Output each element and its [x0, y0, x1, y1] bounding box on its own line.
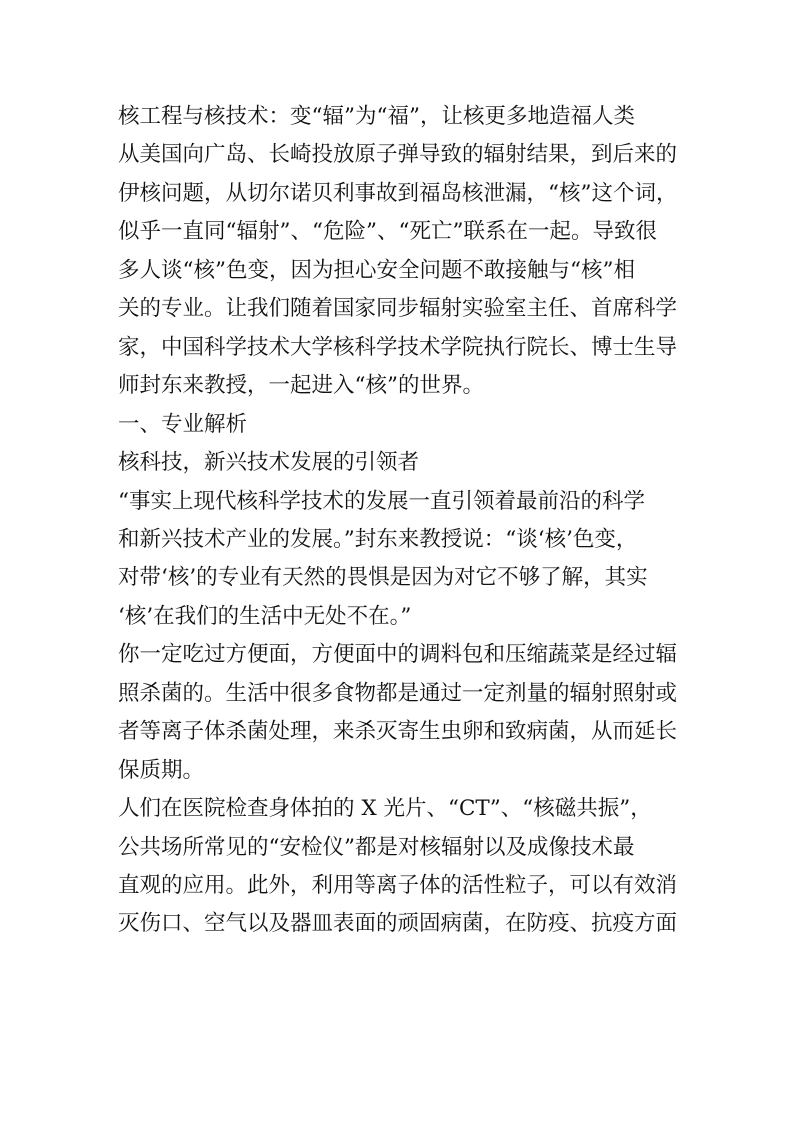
text-line: 和新兴技术产业的发展。”封东来教授说：“谈‘核’色变，: [118, 526, 638, 552]
text-line: 伊核问题，从切尔诺贝利事故到福岛核泄漏，“核”这个词，: [118, 180, 678, 206]
text-line: 公共场所常见的“安检仪”都是对核辐射以及成像技术最: [118, 834, 635, 860]
text-line: 你一定吃过方便面，方便面中的调料包和压缩蔬菜是经过辐: [118, 642, 678, 668]
text-line: 核科技，新兴技术发展的引领者: [118, 450, 420, 476]
text-line: 直观的应用。此外，利用等离子体的活性粒子，可以有效消: [118, 873, 678, 898]
text-line: 多人谈“核”色变，因为担心安全问题不敢接触与“核”相: [118, 257, 635, 283]
text-line: 从美国向广岛、长崎投放原子弹导致的辐射结果，到后来的: [118, 142, 678, 168]
text-line: 保质期。: [118, 757, 205, 783]
text-line: “事实上现代核科学技术的发展一直引领着最前沿的科学: [118, 488, 645, 514]
text-line: 师封东来教授，一起进入“核”的世界。: [118, 373, 484, 399]
text-line: 似乎一直同“辐射”、“危险”、“死亡”联系在一起。导致很: [118, 219, 657, 245]
text-line: 关的专业。让我们随着国家同步辐射实验室主任、首席科学: [118, 296, 678, 322]
text-line: 核工程与核技术：变“辐”为“福”，让核更多地造福人类: [118, 104, 635, 129]
text-line: 者等离子体杀菌处理，来杀灭寄生虫卵和致病菌，从而延长: [118, 719, 678, 745]
text-line: 照杀菌的。生活中很多食物都是通过一定剂量的辐射照射或: [118, 680, 678, 706]
text-line: 一、专业解析: [118, 411, 248, 437]
text-line: ‘核’在我们的生活中无处不在。”: [118, 603, 412, 629]
text-line: 人们在医院检查身体拍的 X 光片、“CT”、“核磁共振”，: [118, 796, 652, 822]
text-line: 家，中国科学技术大学核科学技术学院执行院长、博士生导: [118, 334, 678, 360]
text-line: 灭伤口、空气以及器皿表面的顽固病菌，在防疫、抗疫方面: [118, 911, 678, 937]
text-line: 对带‘核’的专业有天然的畏惧是因为对它不够了解，其实: [118, 565, 648, 591]
